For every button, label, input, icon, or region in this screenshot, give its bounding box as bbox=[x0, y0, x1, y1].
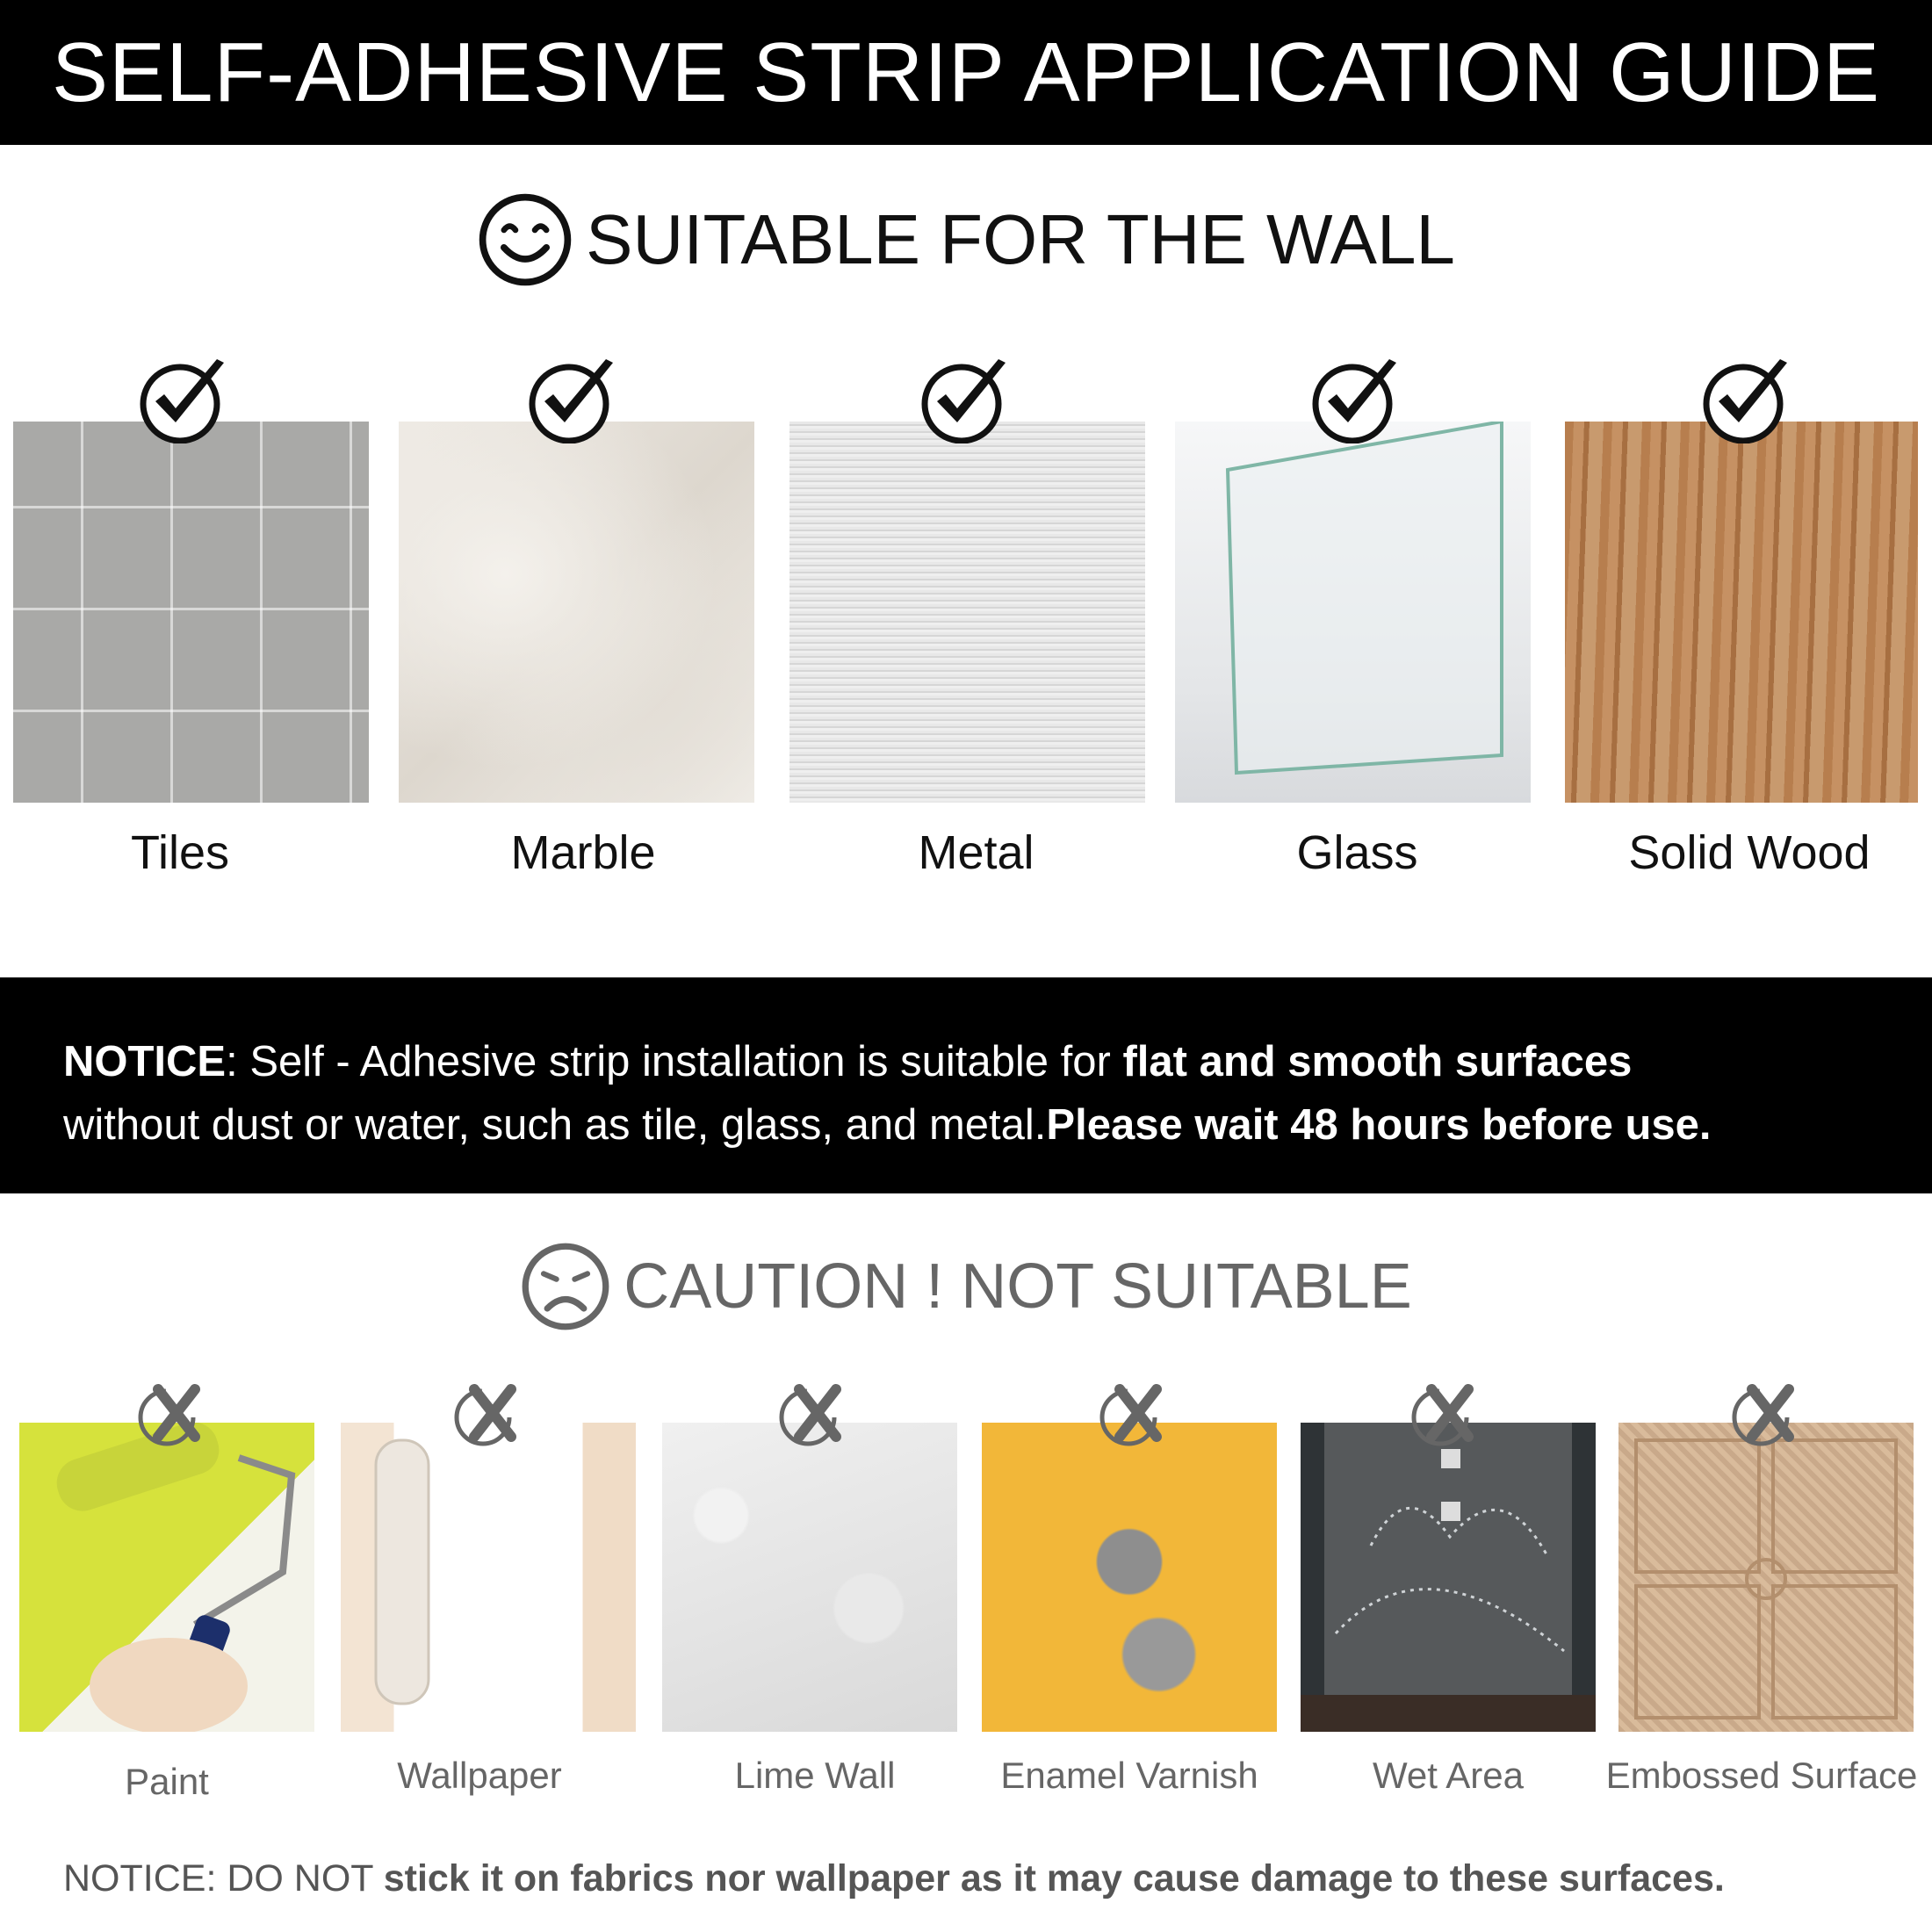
marble-label: Marble bbox=[510, 826, 656, 879]
lime-wall-label: Lime Wall bbox=[734, 1755, 896, 1796]
solid-wood-image bbox=[1565, 422, 1918, 803]
check-icon bbox=[1308, 356, 1405, 443]
glass-image bbox=[1175, 422, 1531, 803]
glass-label: Glass bbox=[1296, 826, 1418, 879]
enamel-varnish-label: Enamel Varnish bbox=[1000, 1755, 1258, 1796]
check-icon bbox=[1699, 356, 1796, 443]
notice-bold-1: flat and smooth surfaces bbox=[1122, 1038, 1633, 1085]
x-mark-icon bbox=[132, 1379, 211, 1449]
wallpaper-label: Wallpaper bbox=[397, 1755, 562, 1796]
x-mark-icon bbox=[773, 1379, 852, 1449]
embossed-surface-label: Embossed Surface bbox=[1605, 1755, 1918, 1796]
paint-image bbox=[19, 1423, 314, 1732]
wet-area-label: Wet Area bbox=[1373, 1755, 1524, 1796]
check-icon bbox=[136, 356, 233, 443]
tiles-image bbox=[13, 422, 369, 803]
wet-area-image bbox=[1301, 1423, 1596, 1732]
paint-label: Paint bbox=[125, 1761, 209, 1802]
not-suitable-heading bbox=[0, 1229, 1932, 1344]
bottom-notice-bold: stick it on fabrics nor wallpaper as it may cause damage to these surfaces. bbox=[383, 1857, 1725, 1900]
suitable-heading-text: SUITABLE FOR THE WALL bbox=[586, 200, 1455, 278]
notice-line-2 bbox=[63, 1093, 1932, 1157]
smile-icon bbox=[477, 191, 573, 288]
notice-prefix: NOTICE bbox=[63, 1038, 227, 1085]
lime-wall-image bbox=[662, 1423, 957, 1732]
metal-label: Metal bbox=[918, 826, 1034, 879]
notice-band bbox=[0, 977, 1932, 1193]
notice-line-1 bbox=[63, 1030, 1932, 1093]
wallpaper-image bbox=[341, 1423, 636, 1732]
notice-bold-2: Please wait 48 hours before use. bbox=[1046, 1101, 1712, 1149]
suitable-heading bbox=[0, 183, 1932, 297]
bottom-notice-text: NOTICE: DO NOT bbox=[63, 1857, 384, 1900]
bottom-notice bbox=[63, 1857, 1725, 1900]
page-title-banner bbox=[0, 0, 1932, 145]
notice-text-2: without dust or water, such as tile, glass, and metal. bbox=[63, 1101, 1047, 1149]
check-icon bbox=[918, 356, 1014, 443]
x-mark-icon bbox=[1405, 1379, 1484, 1449]
embossed-surface-image bbox=[1618, 1423, 1914, 1732]
marble-image bbox=[399, 422, 754, 803]
x-mark-icon bbox=[448, 1379, 527, 1449]
sad-face-icon bbox=[520, 1241, 611, 1332]
not-suitable-heading-text: CAUTION ! NOT SUITABLE bbox=[624, 1251, 1412, 1322]
tiles-label: Tiles bbox=[130, 826, 229, 879]
solid-wood-label: Solid Wood bbox=[1628, 826, 1871, 879]
metal-image bbox=[789, 422, 1145, 803]
notice-text-1: : Self - Adhesive strip installation is suitable for bbox=[226, 1038, 1123, 1085]
check-icon bbox=[525, 356, 622, 443]
page-title: SELF-ADHESIVE STRIP APPLICATION GUIDE bbox=[52, 25, 1880, 119]
x-mark-icon bbox=[1726, 1379, 1805, 1449]
x-mark-icon bbox=[1093, 1379, 1172, 1449]
enamel-varnish-image bbox=[982, 1423, 1277, 1732]
